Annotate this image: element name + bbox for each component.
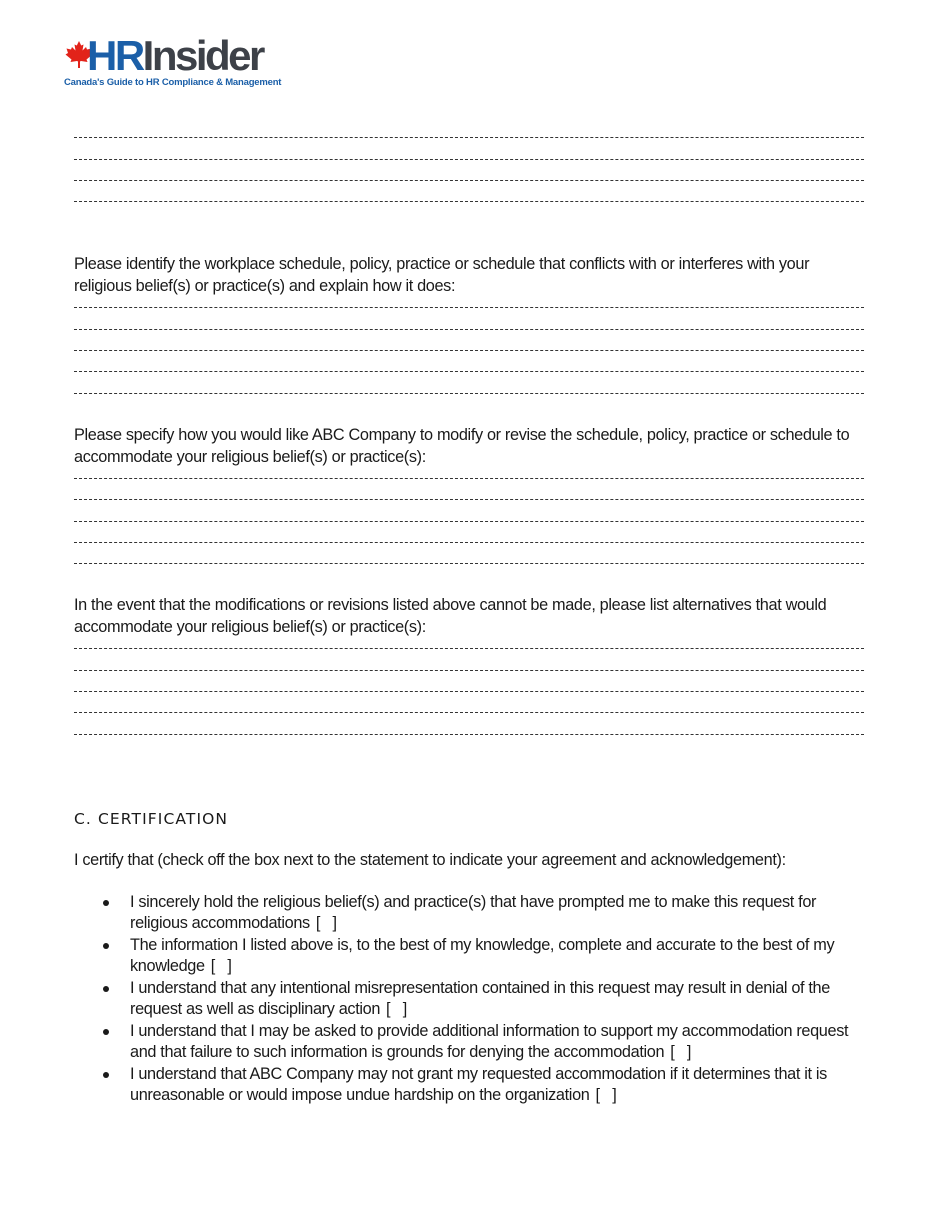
certification-checkbox[interactable]: [ ]: [315, 914, 337, 933]
answer-line[interactable]: [74, 542, 864, 543]
answer-line[interactable]: [74, 499, 864, 500]
certification-item: [74, 1064, 866, 1106]
answer-line[interactable]: [74, 712, 864, 713]
certification-intro: I certify that (check off the box next to the statement to indicate your agreement and acknowledgement):: [74, 851, 786, 869]
section-heading-certification: C. CERTIFICATION: [74, 810, 229, 828]
question-alternatives: In the event that the modifications or revisions listed above cannot be made, please list alternatives that would accommodate your religious belief(s) or practice(s):: [74, 596, 827, 636]
logo-wordmark: [63, 32, 263, 79]
certification-list: [74, 892, 866, 1107]
logo-hr-text: HR: [87, 32, 143, 79]
certification-item: [74, 892, 866, 934]
answer-line[interactable]: [74, 350, 864, 351]
answer-line[interactable]: [74, 563, 864, 564]
answer-line[interactable]: [74, 393, 864, 394]
answer-line[interactable]: [74, 329, 864, 330]
answer-line[interactable]: [74, 670, 864, 671]
certification-checkbox[interactable]: [ ]: [210, 957, 232, 976]
logo-tagline: Canada's Guide to HR Compliance & Management: [64, 77, 282, 88]
answer-line[interactable]: [74, 691, 864, 692]
certification-item-text: I sincerely hold the religious belief(s) and practice(s) that have prompted me to make this request for religious accommodations: [130, 893, 817, 933]
bullet-icon: [103, 900, 109, 906]
certification-item: [74, 1021, 866, 1063]
answer-line[interactable]: [74, 478, 864, 479]
certification-checkbox[interactable]: [ ]: [595, 1085, 617, 1104]
answer-line[interactable]: [74, 180, 864, 181]
answer-line[interactable]: [74, 521, 864, 522]
answer-line[interactable]: [74, 137, 864, 138]
certification-item: [74, 935, 866, 977]
question-workplace-conflict: Please identify the workplace schedule, policy, practice or schedule that conflicts with or interferes with your religious belief(s) or practice(s) and explain how it does:: [74, 255, 810, 295]
bullet-icon: [103, 1029, 109, 1035]
hr-insider-logo: [63, 32, 303, 92]
answer-line[interactable]: [74, 307, 864, 308]
certification-item-text: I understand that ABC Company may not grant my requested accommodation if it determines that it is unreasonable or would impose undue hardship on the organization: [130, 1064, 827, 1104]
answer-line[interactable]: [74, 201, 864, 202]
logo-insider-text: Insider: [142, 32, 263, 79]
answer-line[interactable]: [74, 371, 864, 372]
bullet-icon: [103, 1072, 109, 1078]
certification-item-text: The information I listed above is, to the best of my knowledge, complete and accurate to the best of my knowledge: [130, 935, 835, 976]
certification-item-text: I understand that I may be asked to provide additional information to support my accommodation request and that failure to such information is grounds for denying the accommodation: [130, 1021, 849, 1061]
certification-item-text: I understand that any intentional misrepresentation contained in this request may result in denial of the request as well as disciplinary action: [130, 978, 830, 1019]
answer-line[interactable]: [74, 648, 864, 649]
certification-item: [74, 978, 866, 1020]
certification-checkbox[interactable]: [ ]: [670, 1042, 692, 1061]
certification-checkbox[interactable]: [ ]: [386, 1000, 407, 1019]
answer-line[interactable]: [74, 159, 864, 160]
question-modification: Please specify how you would like ABC Company to modify or revise the schedule, policy, practice or schedule to accommodate your religious belief(s) or practice(s):: [74, 426, 850, 466]
bullet-icon: [103, 986, 109, 992]
bullet-icon: [103, 943, 109, 949]
answer-line[interactable]: [74, 734, 864, 735]
